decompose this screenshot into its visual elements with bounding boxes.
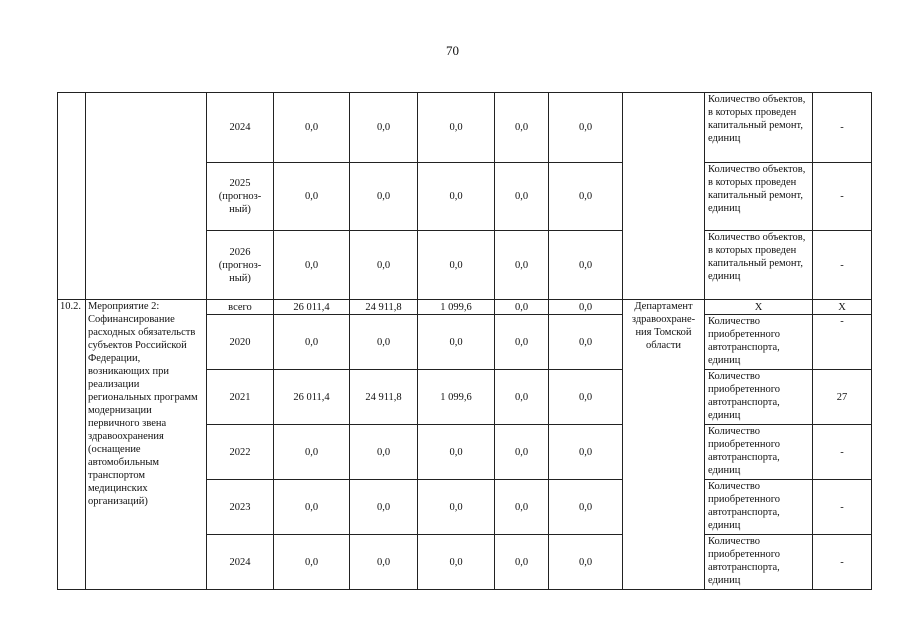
value-cell: 0,0	[418, 480, 495, 535]
year-cell: 2026 (прогноз-ный)	[207, 231, 274, 300]
value-cell: 0,0	[495, 370, 549, 425]
event-name: Мероприятие 2: Софинансирование расходных обязательств субъектов Российской Федерации, возникающих при реализации региональных программ модернизации первичного звена здравоохранения (оснащение автомобильным транспортом медицинских организаций)	[86, 300, 207, 590]
indicator-value-cell: 27	[813, 370, 872, 425]
value-cell: 0,0	[495, 163, 549, 231]
value-cell: 0,0	[549, 93, 623, 163]
value-cell: 0,0	[350, 535, 418, 590]
event-number: 10.2.	[58, 300, 86, 590]
indicator-value-cell: -	[813, 163, 872, 231]
value-cell: 0,0	[274, 231, 350, 300]
value-cell: 0,0	[549, 163, 623, 231]
value-cell: 24 911,8	[350, 370, 418, 425]
indicator-value-cell: -	[813, 480, 872, 535]
year-cell: всего	[207, 300, 274, 315]
value-cell: 26 011,4	[274, 370, 350, 425]
value-cell: 0,0	[495, 425, 549, 480]
indicator-cell: Количество приобретенного автотранспорта, единиц	[705, 535, 813, 590]
value-cell: 0,0	[418, 93, 495, 163]
indicator-cell: Количество приобретенного автотранспорта, единиц	[705, 315, 813, 370]
value-cell: 0,0	[495, 93, 549, 163]
value-cell: 0,0	[549, 315, 623, 370]
year-cell: 2024	[207, 93, 274, 163]
value-cell: 0,0	[350, 425, 418, 480]
value-cell: 0,0	[418, 163, 495, 231]
value-cell: 0,0	[274, 535, 350, 590]
indicator-cell: Количество приобретенного автотранспорта, единиц	[705, 425, 813, 480]
value-cell: 0,0	[549, 480, 623, 535]
year-cell: 2020	[207, 315, 274, 370]
indicator-cell: Количество объектов, в которых проведен капитальный ремонт, единиц	[705, 93, 813, 163]
value-cell: 0,0	[350, 93, 418, 163]
value-cell: 0,0	[350, 315, 418, 370]
executor-cell-empty	[623, 93, 705, 300]
value-cell: 0,0	[495, 315, 549, 370]
value-cell: 0,0	[418, 425, 495, 480]
value-cell: 0,0	[549, 425, 623, 480]
value-cell: 0,0	[274, 480, 350, 535]
table-row	[58, 300, 872, 315]
year-cell: 2022	[207, 425, 274, 480]
value-cell: 0,0	[549, 300, 623, 315]
indicator-cell: Количество объектов, в которых проведен капитальный ремонт, единиц	[705, 163, 813, 231]
program-table	[57, 92, 872, 590]
indicator-value-cell: X	[813, 300, 872, 315]
event-executor: Департамент здравоохране-ния Томской области	[623, 300, 705, 590]
value-cell: 0,0	[418, 315, 495, 370]
value-cell: 0,0	[350, 231, 418, 300]
indicator-value-cell: -	[813, 425, 872, 480]
indicator-value-cell: -	[813, 231, 872, 300]
year-cell: 2021	[207, 370, 274, 425]
value-cell: 26 011,4	[274, 300, 350, 315]
value-cell: 1 099,6	[418, 370, 495, 425]
value-cell: 1 099,6	[418, 300, 495, 315]
indicator-cell: Количество приобретенного автотранспорта, единиц	[705, 370, 813, 425]
value-cell: 0,0	[495, 480, 549, 535]
value-cell: 0,0	[549, 231, 623, 300]
value-cell: 0,0	[350, 480, 418, 535]
year-cell: 2023	[207, 480, 274, 535]
value-cell: 0,0	[274, 315, 350, 370]
name-cell-empty	[86, 93, 207, 300]
number-cell-empty	[58, 93, 86, 300]
indicator-value-cell: -	[813, 93, 872, 163]
year-cell: 2024	[207, 535, 274, 590]
value-cell: 0,0	[274, 425, 350, 480]
indicator-cell: Количество объектов, в которых проведен капитальный ремонт, единиц	[705, 231, 813, 300]
year-cell: 2025 (прогноз-ный)	[207, 163, 274, 231]
value-cell: 0,0	[418, 535, 495, 590]
value-cell: 0,0	[495, 300, 549, 315]
value-cell: 0,0	[549, 535, 623, 590]
value-cell: 24 911,8	[350, 300, 418, 315]
value-cell: 0,0	[274, 163, 350, 231]
value-cell: 0,0	[350, 163, 418, 231]
value-cell: 0,0	[495, 535, 549, 590]
value-cell: 0,0	[495, 231, 549, 300]
value-cell: 0,0	[418, 231, 495, 300]
value-cell: 0,0	[549, 370, 623, 425]
table-row	[58, 93, 872, 163]
indicator-value-cell: -	[813, 535, 872, 590]
indicator-cell: Количество приобретенного автотранспорта, единиц	[705, 480, 813, 535]
indicator-cell: X	[705, 300, 813, 315]
page-number: 70	[446, 43, 459, 58]
indicator-value-cell: -	[813, 315, 872, 370]
value-cell: 0,0	[274, 93, 350, 163]
